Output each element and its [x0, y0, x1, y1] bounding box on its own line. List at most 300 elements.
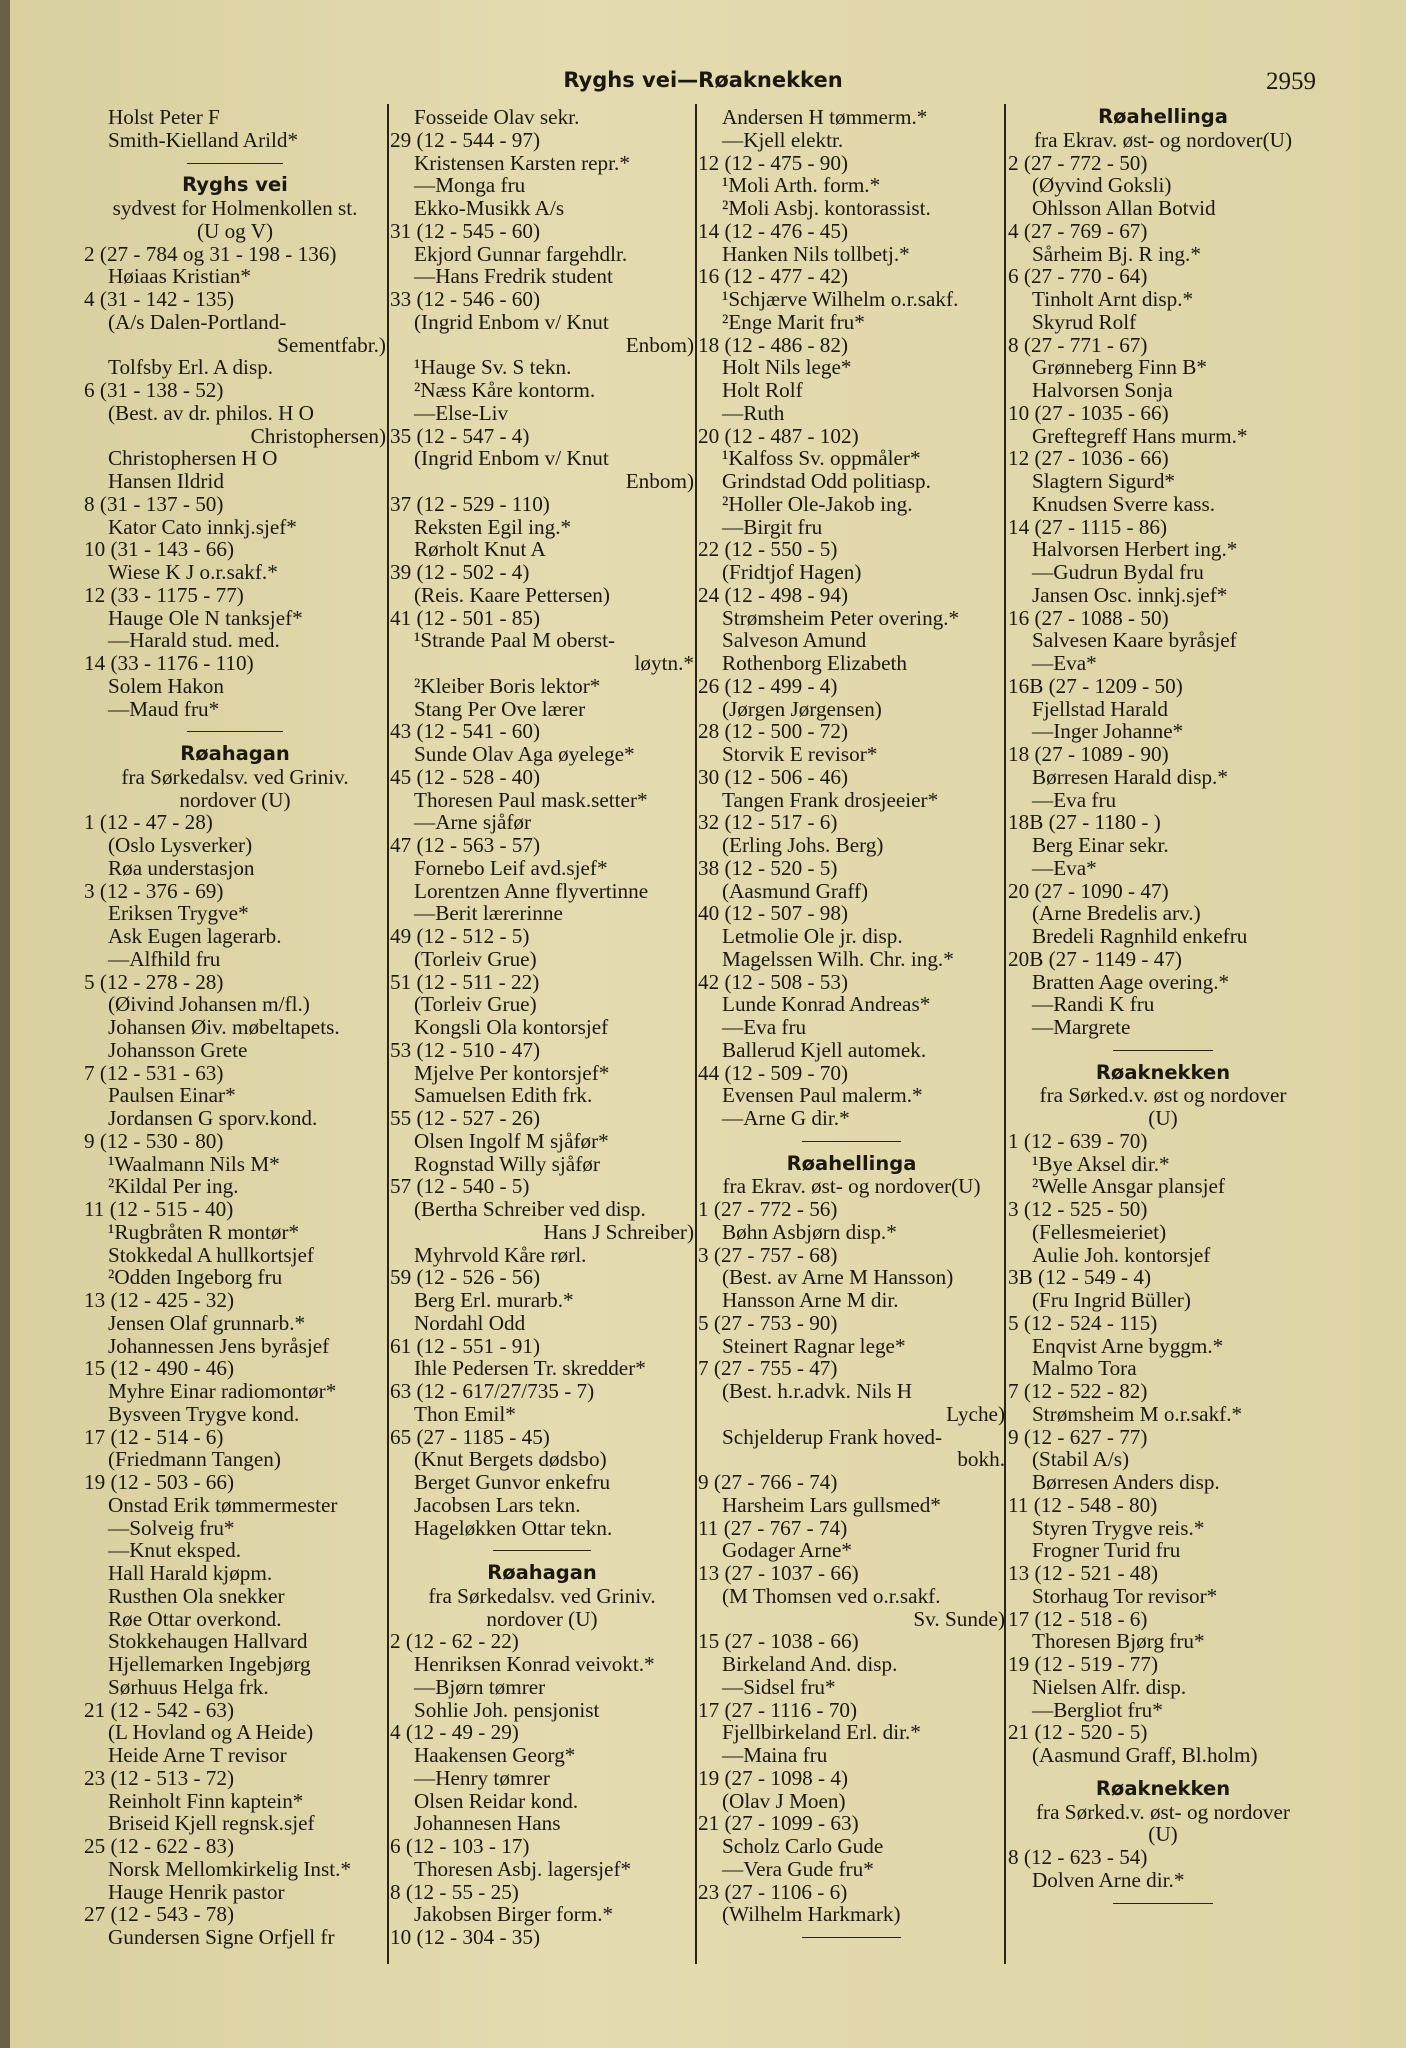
address-line: 14 (12 - 476 - 45) [698, 218, 849, 243]
address-line: 6 (12 - 103 - 17) [390, 1834, 530, 1858]
entry-line: (Friedmann Tangen) [108, 1447, 281, 1472]
address-line: 5 (12 - 524 - 115) [1008, 1310, 1158, 1335]
entry-line: Fosseide Olav sekr. [414, 105, 580, 129]
entry-line: ²Næss Kåre kontorm. [414, 378, 596, 402]
entry-line: Thoresen Bjørg fru* [1032, 1629, 1205, 1654]
street-heading: Ryghs vei [182, 173, 288, 197]
entry-line: Ihle Pedersen Tr. skredder* [414, 1356, 646, 1381]
directory-column-3 [698, 106, 1005, 1949]
entry-line: Tinholt Arnt disp.* [1032, 287, 1194, 311]
entry-line: Hjellemarken Ingebjørg [108, 1652, 311, 1676]
street-description: (U) [1148, 1822, 1178, 1847]
page-number: 2959 [1266, 68, 1316, 95]
entry-line: Høiaas Kristian* [108, 264, 251, 289]
address-line: 1 (27 - 772 - 56) [698, 1197, 838, 1221]
entry-line: Nielsen Alfr. disp. [1032, 1674, 1187, 1699]
address-line: 59 (12 - 526 - 56) [390, 1265, 541, 1290]
entry-line: —Sidsel fru* [722, 1674, 836, 1699]
address-line: 3 (12 - 376 - 69) [84, 878, 224, 903]
address-line: 38 (12 - 520 - 5) [698, 855, 838, 880]
entry-line: Hall Harald kjøpm. [108, 1561, 273, 1585]
entry-line: Johansson Grete [108, 1037, 248, 1062]
entry-line: (Øyvind Goksli) [1032, 173, 1172, 198]
address-line: 8 (31 - 137 - 50) [84, 491, 224, 516]
address-line: 29 (12 - 544 - 97) [390, 127, 541, 152]
entry-line: Berg Einar sekr. [1032, 833, 1169, 857]
entry-line: Jacobsen Lars tekn. [414, 1492, 581, 1517]
entry-line: Røa understasjon [108, 855, 255, 880]
street-heading: Røaknekken [1095, 1776, 1231, 1800]
entry-line: Strømsheim M o.r.sakf.* [1032, 1401, 1243, 1426]
street-heading: Røahellinga [1098, 105, 1228, 128]
street-description: fra Sørked.v. øst- og nordover [1036, 1799, 1290, 1824]
address-line: 19 (12 - 519 - 77) [1008, 1652, 1159, 1676]
entry-line: —Inger Johanne* [1032, 719, 1184, 744]
entry-line: —Margrete [1032, 1015, 1131, 1039]
continuation-line: bokh. [957, 1447, 1005, 1472]
entry-line: Aulie Joh. kontorsjef [1032, 1242, 1211, 1267]
entry-line: Reinholt Finn kaptein* [108, 1788, 304, 1813]
entry-line: (Fridtjof Hagen) [722, 560, 862, 584]
address-line: 4 (31 - 142 - 135) [84, 287, 235, 311]
entry-line: Røe Ottar overkond. [108, 1606, 282, 1631]
entry-line: (Olav J Moen) [722, 1788, 846, 1813]
entry-line: Rusthen Ola snekker [108, 1583, 285, 1608]
continuation-line: Hans J Schreiber) [543, 1219, 694, 1244]
entry-line: Salveson Amund [722, 628, 867, 653]
entry-line: Kator Cato innkj.sjef* [108, 514, 297, 539]
address-line: 6 (31 - 138 - 52) [84, 378, 224, 402]
entry-line: (Jørgen Jørgensen) [722, 696, 882, 721]
address-line: 5 (27 - 753 - 90) [698, 1310, 838, 1335]
street-description: fra Sørked.v. øst og nordover [1039, 1083, 1287, 1108]
continuation-line: Lyche) [946, 1401, 1005, 1426]
entry-line: Myhre Einar radiomontør* [108, 1379, 337, 1403]
entry-line: —Alfhild fru [108, 946, 221, 971]
entry-line: Eriksen Trygve* [108, 901, 249, 926]
section-rule [698, 1130, 1005, 1153]
entry-line: Olsen Ingolf M sjåfør* [414, 1128, 609, 1153]
entry-line: Johannessen Jens byråsjef [108, 1333, 330, 1358]
entry-line: Christophersen H O [108, 446, 278, 471]
entry-line: —Maina fru [722, 1743, 828, 1767]
entry-line: (Stabil A/s) [1032, 1447, 1130, 1472]
address-line: 53 (12 - 510 - 47) [390, 1037, 541, 1062]
address-line: 3B (12 - 549 - 4) [1008, 1265, 1151, 1290]
entry-line: Styren Trygve reis.* [1032, 1515, 1205, 1540]
address-line: 17 (27 - 1116 - 70) [698, 1697, 858, 1722]
entry-line: —Maud fru* [108, 696, 220, 721]
entry-line: ²Odden Ingeborg fru [108, 1265, 283, 1290]
entry-line: Heide Arne T revisor [108, 1743, 287, 1767]
entry-line: Onstad Erik tømmermester [108, 1492, 338, 1517]
directory-column-2 [390, 106, 694, 1949]
street-description: nordover (U) [486, 1606, 598, 1631]
entry-line: —Birgit fru [722, 514, 823, 539]
entry-line: —Else-Liv [414, 400, 509, 425]
address-line: 1 (12 - 639 - 70) [1008, 1128, 1148, 1153]
entry-line: Schjelderup Frank hoved- [722, 1424, 943, 1449]
page-header [0, 66, 1406, 100]
entry-line: (Wilhelm Harkmark) [722, 1902, 901, 1927]
entry-line: Johannesen Hans [414, 1811, 561, 1836]
address-line: 8 (27 - 771 - 67) [1008, 332, 1148, 357]
address-line: 20B (27 - 1149 - 47) [1008, 946, 1182, 971]
entry-line: Bysveen Trygve kond. [108, 1401, 300, 1426]
entry-line: Holt Rolf [722, 378, 803, 402]
entry-line: Scholz Carlo Gude [722, 1834, 884, 1858]
address-line: 57 (12 - 540 - 5) [390, 1174, 530, 1199]
entry-line: ²Kleiber Boris lektor* [414, 673, 601, 698]
entry-line: Harsheim Lars gullsmed* [722, 1492, 941, 1517]
entry-line: Bøhn Asbjørn disp.* [722, 1219, 897, 1244]
address-line: 39 (12 - 502 - 4) [390, 560, 530, 584]
address-line: 16 (27 - 1088 - 50) [1008, 605, 1169, 630]
entry-line: —Eva fru [1032, 787, 1117, 812]
street-description: fra Sørkedalsv. ved Griniv. [428, 1583, 656, 1608]
entry-line: ²Kildal Per ing. [108, 1174, 239, 1199]
entry-line: ¹Schjærve Wilhelm o.r.sakf. [722, 287, 959, 311]
entry-line: —Solveig fru* [108, 1515, 235, 1540]
address-line: 19 (27 - 1098 - 4) [698, 1765, 849, 1790]
address-line: 4 (27 - 769 - 67) [1008, 218, 1148, 243]
entry-line: Andersen H tømmerm.* [722, 105, 928, 129]
entry-line: (Arne Bredelis arv.) [1032, 901, 1201, 926]
entry-line: Halvorsen Herbert ing.* [1032, 537, 1238, 562]
address-line: 21 (27 - 1099 - 63) [698, 1811, 859, 1836]
entry-line: (A/s Dalen-Portland- [108, 309, 287, 334]
address-line: 31 (12 - 545 - 60) [390, 218, 541, 243]
entry-line: Hansson Arne M dir. [722, 1288, 899, 1312]
entry-line: (M Thomsen ved o.r.sakf. [722, 1583, 941, 1608]
address-line: 18 (27 - 1089 - 90) [1008, 742, 1169, 766]
entry-line: (Erling Johs. Berg) [722, 833, 884, 857]
entry-line: (Torleiv Grue) [414, 992, 537, 1017]
address-line: 33 (12 - 546 - 60) [390, 287, 541, 311]
street-heading: Røahagan [180, 742, 290, 765]
entry-line: Letmolie Ole jr. disp. [722, 924, 903, 948]
address-line: 37 (12 - 529 - 110) [390, 491, 550, 516]
address-line: 10 (31 - 143 - 66) [84, 537, 235, 562]
entry-line: Frogner Turid fru [1032, 1538, 1181, 1563]
address-line: 11 (12 - 548 - 80) [1008, 1492, 1158, 1517]
address-line: 47 (12 - 563 - 57) [390, 833, 541, 857]
entry-line: Sårheim Bj. R ing.* [1032, 241, 1201, 266]
address-line: 3 (12 - 525 - 50) [1008, 1197, 1148, 1221]
entry-line: ¹Hauge Sv. S tekn. [414, 355, 572, 380]
address-line: 9 (12 - 530 - 80) [84, 1128, 224, 1153]
entry-line: Evensen Paul malerm.* [722, 1083, 923, 1108]
entry-line: Paulsen Einar* [108, 1083, 236, 1108]
entry-line: (Knut Bergets dødsbo) [414, 1447, 607, 1472]
street-description: (U) [1148, 1106, 1178, 1130]
entry-line: Nordahl Odd [414, 1310, 526, 1335]
entry-line: Olsen Reidar kond. [414, 1788, 579, 1813]
address-line: 8 (12 - 55 - 25) [390, 1879, 519, 1904]
continuation-line: løytn.* [634, 651, 694, 675]
entry-line: —Knut eksped. [108, 1538, 241, 1563]
address-line: 25 (12 - 622 - 83) [84, 1834, 235, 1858]
address-line: 41 (12 - 501 - 85) [390, 605, 541, 630]
address-line: 5 (12 - 278 - 28) [84, 969, 224, 994]
address-line: 4 (12 - 49 - 29) [390, 1720, 519, 1745]
entry-line: Haakensen Georg* [414, 1743, 576, 1767]
entry-line: (Aasmund Graff, Bl.holm) [1032, 1743, 1258, 1767]
continuation-line: Christophersen) [250, 423, 386, 448]
street-description: fra Ekrav. øst- og nordover(U) [722, 1174, 981, 1199]
entry-line: (Aasmund Graff) [722, 878, 869, 903]
entry-line: Hauge Henrik pastor [108, 1879, 285, 1904]
entry-line: Hansen Ildrid [108, 469, 224, 493]
address-line: 26 (12 - 499 - 4) [698, 673, 838, 698]
entry-line: (Torleiv Grue) [414, 946, 537, 971]
address-line: 11 (12 - 515 - 40) [84, 1197, 234, 1221]
entry-line: Stang Per Ove lærer [414, 696, 586, 721]
entry-line: Skyrud Rolf [1032, 309, 1137, 334]
entry-line: (Best. av Arne M Hansson) [722, 1265, 954, 1290]
entry-line: (Bertha Schreiber ved disp. [414, 1197, 646, 1221]
entry-line: (Ingrid Enbom v/ Knut [414, 309, 609, 334]
address-line: 40 (12 - 507 - 98) [698, 901, 849, 926]
entry-line: Gundersen Signe Orfjell fr [108, 1925, 335, 1949]
continuation-line: Sv. Sunde) [913, 1606, 1005, 1631]
entry-line: (Best. h.r.advk. Nils H [722, 1379, 913, 1403]
entry-line: ¹Moli Arth. form.* [722, 173, 881, 198]
address-line: 43 (12 - 541 - 60) [390, 719, 541, 744]
street-heading: Røaknekken [1095, 1060, 1231, 1084]
entry-line: —Ruth [722, 400, 785, 425]
street-description: fra Sørkedalsv. ved Griniv. [121, 764, 349, 789]
address-line: 24 (12 - 498 - 94) [698, 582, 849, 607]
address-line: 12 (33 - 1175 - 77) [84, 582, 244, 607]
address-line: 15 (27 - 1038 - 66) [698, 1629, 859, 1654]
directory-column-1 [84, 106, 386, 1949]
entry-line: Bratten Aage overing.* [1032, 969, 1230, 994]
entry-line: Rørholt Knut A [414, 537, 546, 562]
address-line: 2 (12 - 62 - 22) [390, 1629, 519, 1654]
entry-line: Storhaug Tor revisor* [1032, 1583, 1218, 1608]
address-line: 17 (12 - 514 - 6) [84, 1424, 224, 1449]
entry-line: Godager Arne* [722, 1538, 853, 1563]
section-rule [84, 152, 386, 175]
page-edge [0, 0, 10, 2048]
address-line: 18B (27 - 1180 - ) [1008, 810, 1161, 835]
street-description: sydvest for Holmenkollen st. [112, 196, 358, 220]
address-line: 22 (12 - 550 - 5) [698, 537, 838, 562]
entry-line: (Best. av dr. philos. H O [108, 400, 314, 425]
entry-line: (Reis. Kaare Pettersen) [414, 582, 610, 607]
entry-line: Storvik E revisor* [722, 742, 878, 766]
entry-line: ¹Kalfoss Sv. oppmåler* [722, 446, 921, 471]
entry-line: Birkeland And. disp. [722, 1652, 898, 1676]
entry-line: Holt Nils lege* [722, 355, 852, 380]
address-line: 45 (12 - 528 - 40) [390, 764, 541, 789]
entry-line: ²Enge Marit fru* [722, 309, 865, 334]
continuation-line: Enbom) [625, 332, 694, 357]
entry-line: Sunde Olav Aga øyelege* [414, 742, 635, 766]
address-line: 35 (12 - 547 - 4) [390, 423, 530, 448]
entry-line: Mjelve Per kontorsjef* [414, 1060, 610, 1085]
street-heading: Røahagan [487, 1561, 597, 1584]
entry-line: Ballerud Kjell automek. [722, 1037, 927, 1062]
address-line: 14 (27 - 1115 - 86) [1008, 514, 1168, 539]
entry-line: Rognstad Willy sjåfør [414, 1151, 600, 1176]
street-description: nordover (U) [179, 787, 291, 812]
entry-line: Lorentzen Anne flyvertinne [414, 878, 649, 903]
address-line: 11 (27 - 767 - 74) [698, 1515, 848, 1540]
entry-line: Rothenborg Elizabeth [722, 651, 907, 675]
entry-line: Halvorsen Sonja [1032, 378, 1173, 402]
entry-line: (Fellesmeieriet) [1032, 1219, 1167, 1244]
entry-line: Henriksen Konrad veivokt.* [414, 1652, 655, 1676]
entry-line: Dolven Arne dir.* [1032, 1867, 1185, 1892]
entry-line: Jansen Osc. innkj.sjef* [1032, 582, 1228, 607]
entry-line: —Harald stud. med. [108, 628, 280, 653]
address-line: 7 (27 - 755 - 47) [698, 1356, 838, 1381]
address-line: 51 (12 - 511 - 22) [390, 969, 540, 994]
entry-line: ²Holler Ole-Jakob ing. [722, 491, 913, 516]
entry-line: Strømsheim Peter overing.* [722, 605, 960, 630]
entry-line: Berget Gunvor enkefru [414, 1470, 611, 1494]
entry-line: Knudsen Sverre kass. [1032, 491, 1216, 516]
address-line: 19 (12 - 503 - 66) [84, 1470, 235, 1494]
entry-line: —Eva* [1032, 855, 1097, 880]
address-line: 2 (27 - 784 og 31 - 198 - 136) [84, 241, 337, 266]
address-line: 23 (27 - 1106 - 6) [698, 1879, 848, 1904]
entry-line: (Øivind Johansen m/fl.) [108, 992, 310, 1017]
entry-line: Thon Emil* [414, 1401, 516, 1426]
entry-line: Stokkehaugen Hallvard [108, 1629, 308, 1654]
continuation-line: Enbom) [625, 469, 694, 493]
address-line: 3 (27 - 757 - 68) [698, 1242, 838, 1267]
entry-line: Salvesen Kaare byråsjef [1032, 628, 1237, 653]
entry-line: Bredeli Ragnhild enkefru [1032, 924, 1248, 948]
entry-line: Briseid Kjell regnsk.sjef [108, 1811, 315, 1836]
address-line: 61 (12 - 551 - 91) [390, 1333, 541, 1358]
address-line: 32 (12 - 517 - 6) [698, 810, 838, 835]
address-line: 21 (12 - 542 - 63) [84, 1697, 235, 1722]
entry-line: Enqvist Arne byggm.* [1032, 1333, 1224, 1358]
entry-line: ²Moli Asbj. kontorassist. [722, 196, 931, 220]
address-line: 9 (27 - 766 - 74) [698, 1470, 838, 1494]
column-divider [695, 104, 697, 1964]
entry-line: Kristensen Karsten repr.* [414, 150, 630, 175]
entry-line: —Monga fru [414, 173, 526, 198]
address-line: 27 (12 - 543 - 78) [84, 1902, 235, 1927]
entry-line: (L Hovland og A Heide) [108, 1720, 314, 1745]
entry-line: Fornebo Leif avd.sjef* [414, 855, 608, 880]
entry-line: Johansen Øiv. møbeltapets. [108, 1015, 340, 1039]
address-line: 55 (12 - 527 - 26) [390, 1106, 541, 1130]
entry-line: Jordansen G sporv.kond. [108, 1106, 318, 1130]
entry-line: Reksten Egil ing.* [414, 514, 572, 539]
entry-line: Kongsli Ola kontorsjef [414, 1015, 609, 1039]
entry-line: Børresen Anders disp. [1032, 1470, 1220, 1494]
address-line: 21 (12 - 520 - 5) [1008, 1720, 1148, 1745]
continuation-line: Sementfabr.) [277, 332, 386, 357]
address-line: 17 (12 - 518 - 6) [1008, 1606, 1148, 1631]
address-line: 7 (12 - 522 - 82) [1008, 1379, 1148, 1403]
address-line: 20 (27 - 1090 - 47) [1008, 878, 1169, 903]
entry-line: (Ingrid Enbom v/ Knut [414, 446, 609, 471]
address-line: 44 (12 - 509 - 70) [698, 1060, 849, 1085]
address-line: 18 (12 - 486 - 82) [698, 332, 849, 357]
address-line: 8 (12 - 623 - 54) [1008, 1845, 1148, 1869]
address-line: 63 (12 - 617/27/735 - 7) [390, 1379, 595, 1403]
entry-line: —Vera Gude fru* [722, 1856, 874, 1881]
entry-line: —Randi K fru [1032, 992, 1155, 1017]
address-line: 49 (12 - 512 - 5) [390, 924, 530, 948]
entry-line: —Bergliot fru* [1032, 1697, 1163, 1722]
entry-line: Solem Hakon [108, 673, 224, 698]
entry-line: Tangen Frank drosjeeier* [722, 787, 939, 812]
entry-line: Hanken Nils tollbetj.* [722, 241, 910, 266]
street-description: fra Ekrav. øst- og nordover(U) [1033, 127, 1293, 152]
entry-line: Sørhuus Helga frk. [108, 1674, 269, 1699]
section-rule [84, 720, 386, 743]
entry-line: Thoresen Paul mask.setter* [414, 787, 648, 812]
address-line: 6 (27 - 770 - 64) [1008, 264, 1148, 289]
address-line: 20 (12 - 487 - 102) [698, 423, 859, 448]
address-line: 12 (27 - 1036 - 66) [1008, 446, 1169, 471]
entry-line: Sohlie Joh. pensjonist [414, 1697, 600, 1722]
entry-line: Jakobsen Birger form.* [414, 1902, 614, 1927]
address-line: 13 (27 - 1037 - 66) [698, 1561, 859, 1585]
entry-line: Hageløkken Ottar tekn. [414, 1515, 613, 1540]
entry-line: Ekko-Musikk A/s [414, 196, 565, 220]
entry-line: (Fru Ingrid Büller) [1032, 1288, 1191, 1312]
entry-line: —Arne sjåfør [414, 810, 532, 835]
address-line: 10 (12 - 304 - 35) [390, 1925, 541, 1949]
entry-line: ¹Rugbråten R montør* [108, 1219, 300, 1244]
entry-line: Hauge Ole N tanksjef* [108, 605, 303, 630]
address-line: 12 (12 - 475 - 90) [698, 150, 849, 175]
address-line: 65 (27 - 1185 - 45) [390, 1424, 550, 1449]
entry-line: Ask Eugen lagerarb. [108, 924, 282, 948]
entry-line: ¹Waalmann Nils M* [108, 1151, 280, 1176]
address-line: 13 (12 - 521 - 48) [1008, 1561, 1159, 1585]
entry-line: Ohlsson Allan Botvid [1032, 196, 1216, 220]
entry-line: Jensen Olaf grunnarb.* [108, 1310, 306, 1335]
entry-line: —Bjørn tømrer [414, 1674, 546, 1699]
page-title: Ryghs vei—Røaknekken [563, 68, 843, 92]
entry-line: Grindstad Odd politiasp. [722, 469, 931, 493]
address-line: 7 (12 - 531 - 63) [84, 1060, 224, 1085]
entry-line: (Oslo Lysverker) [108, 833, 253, 857]
address-line: 42 (12 - 508 - 53) [698, 969, 849, 994]
entry-line: Smith-Kielland Arild* [108, 127, 299, 152]
entry-line: Lunde Konrad Andreas* [722, 992, 931, 1017]
address-line: 23 (12 - 513 - 72) [84, 1765, 235, 1790]
entry-line: Børresen Harald disp.* [1032, 764, 1228, 789]
section-rule [1008, 1892, 1318, 1915]
column-divider [387, 104, 389, 1964]
entry-line: Stokkedal A hullkortsjef [108, 1242, 314, 1267]
entry-line: Tolfsby Erl. A disp. [108, 355, 274, 380]
entry-line: —Eva* [1032, 651, 1097, 675]
entry-line: ¹Strande Paal M oberst- [414, 628, 616, 653]
directory-column-4 [1008, 106, 1318, 1914]
address-line: 28 (12 - 500 - 72) [698, 719, 849, 744]
address-line: 16B (27 - 1209 - 50) [1008, 673, 1183, 698]
entry-line: —Gudrun Bydal fru [1032, 560, 1204, 584]
entry-line: —Berit lærerinne [414, 901, 563, 926]
entry-line: ²Welle Ansgar plansjef [1032, 1174, 1225, 1199]
entry-line: —Eva fru [722, 1015, 807, 1039]
entry-line: Magelssen Wilh. Chr. ing.* [722, 946, 954, 971]
entry-line: ¹Bye Aksel dir.* [1032, 1151, 1170, 1176]
address-line: 14 (33 - 1176 - 110) [84, 651, 254, 675]
